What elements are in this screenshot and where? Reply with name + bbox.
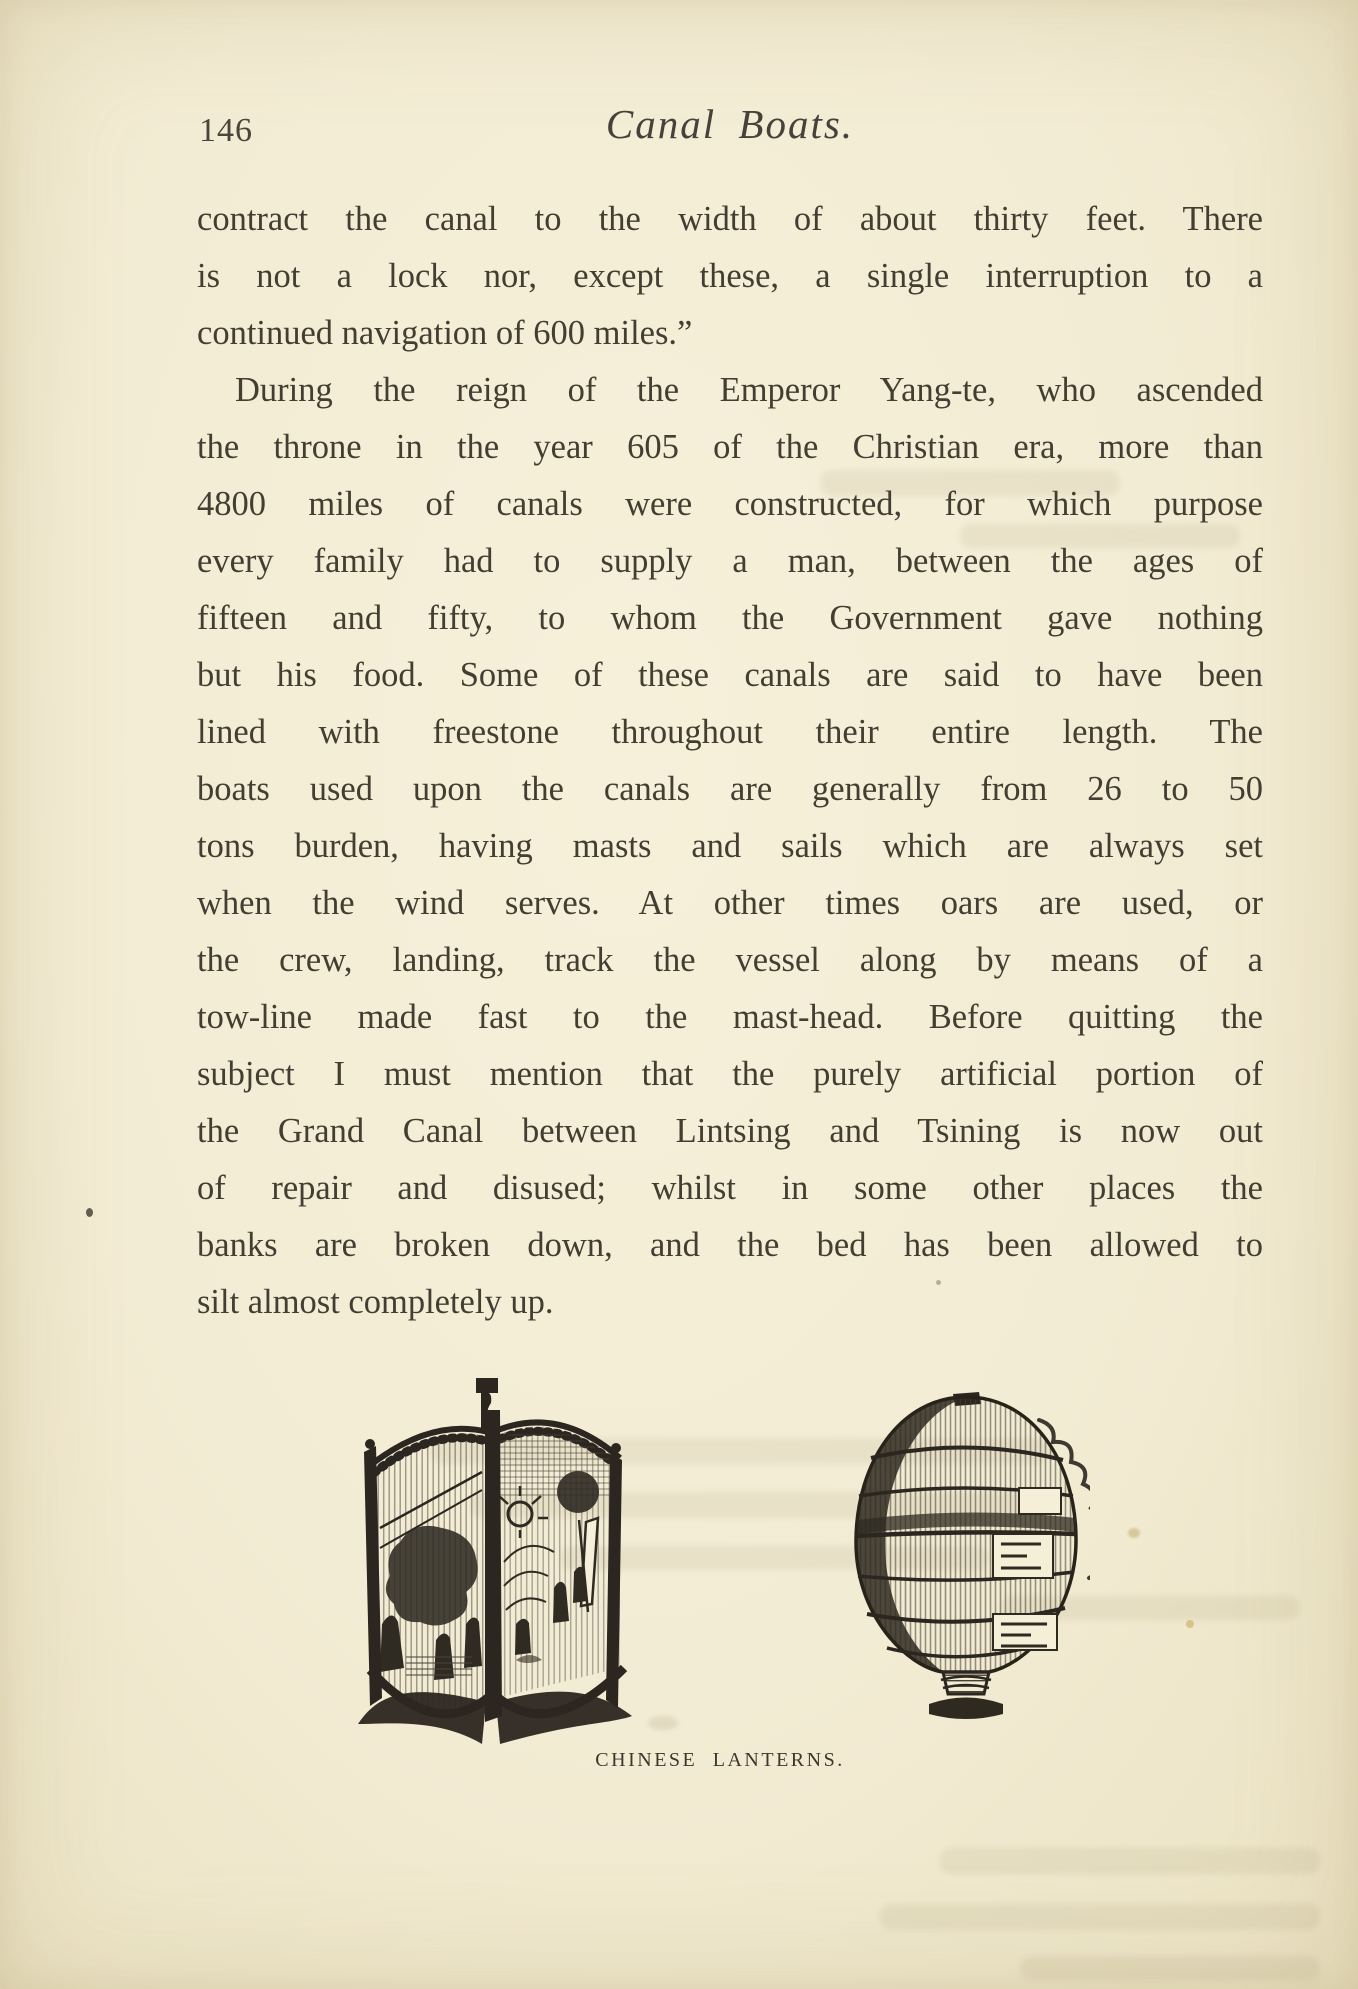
globe-lantern-illustration (843, 1392, 1090, 1724)
body-line: subject I must mention that the purely artificial portion of (197, 1055, 1263, 1093)
body-line: 4800 miles of canals were constructed, for which purpose (197, 485, 1263, 523)
body-line: fifteen and fifty, to whom the Government gave nothing (197, 599, 1263, 637)
body-line: contract the canal to the width of about thirty feet. There (197, 200, 1263, 238)
body-line: but his food. Some of these canals are said to have been (197, 656, 1263, 694)
foxing-speck (1128, 1528, 1140, 1538)
body-line: the Grand Canal between Lintsing and Tsining is now out (197, 1112, 1263, 1150)
body-line: of repair and disused; whilst in some other places the (197, 1169, 1263, 1207)
body-text (197, 191, 1263, 1331)
ink-speck (86, 1208, 93, 1217)
page-showthrough (940, 1848, 1320, 1874)
body-line: tons burden, having masts and sails which are always set (197, 827, 1263, 865)
body-line: During the reign of the Emperor Yang-te, who ascended (235, 371, 1263, 409)
panel-lantern-illustration (348, 1372, 638, 1748)
page-number: 146 (199, 112, 253, 149)
body-line: continued navigation of 600 miles.” (197, 314, 693, 352)
smudge (648, 1716, 678, 1730)
body-line: when the wind serves. At other times oars are used, or (197, 884, 1263, 922)
body-line: silt almost completely up. (197, 1283, 554, 1321)
illustration-caption: CHINESE LANTERNS. (595, 1749, 845, 1771)
body-line: boats used upon the canals are generally from 26 to 50 (197, 770, 1263, 808)
body-line: lined with freestone throughout their entire length. The (197, 713, 1263, 751)
body-line: banks are broken down, and the bed has been allowed to (197, 1226, 1263, 1264)
body-line: every family had to supply a man, between the ages of (197, 542, 1263, 580)
running-title: Canal Boats. (605, 101, 855, 147)
page-showthrough (880, 1904, 1320, 1930)
body-line: the throne in the year 605 of the Christian era, more than (197, 428, 1263, 466)
body-line: is not a lock nor, except these, a single interruption to a (197, 257, 1263, 295)
body-line: tow-line made fast to the mast-head. Before quitting the (197, 998, 1263, 1036)
page-showthrough (1020, 1956, 1320, 1980)
body-line: the crew, landing, track the vessel along by means of a (197, 941, 1263, 979)
foxing-speck (1186, 1620, 1194, 1628)
